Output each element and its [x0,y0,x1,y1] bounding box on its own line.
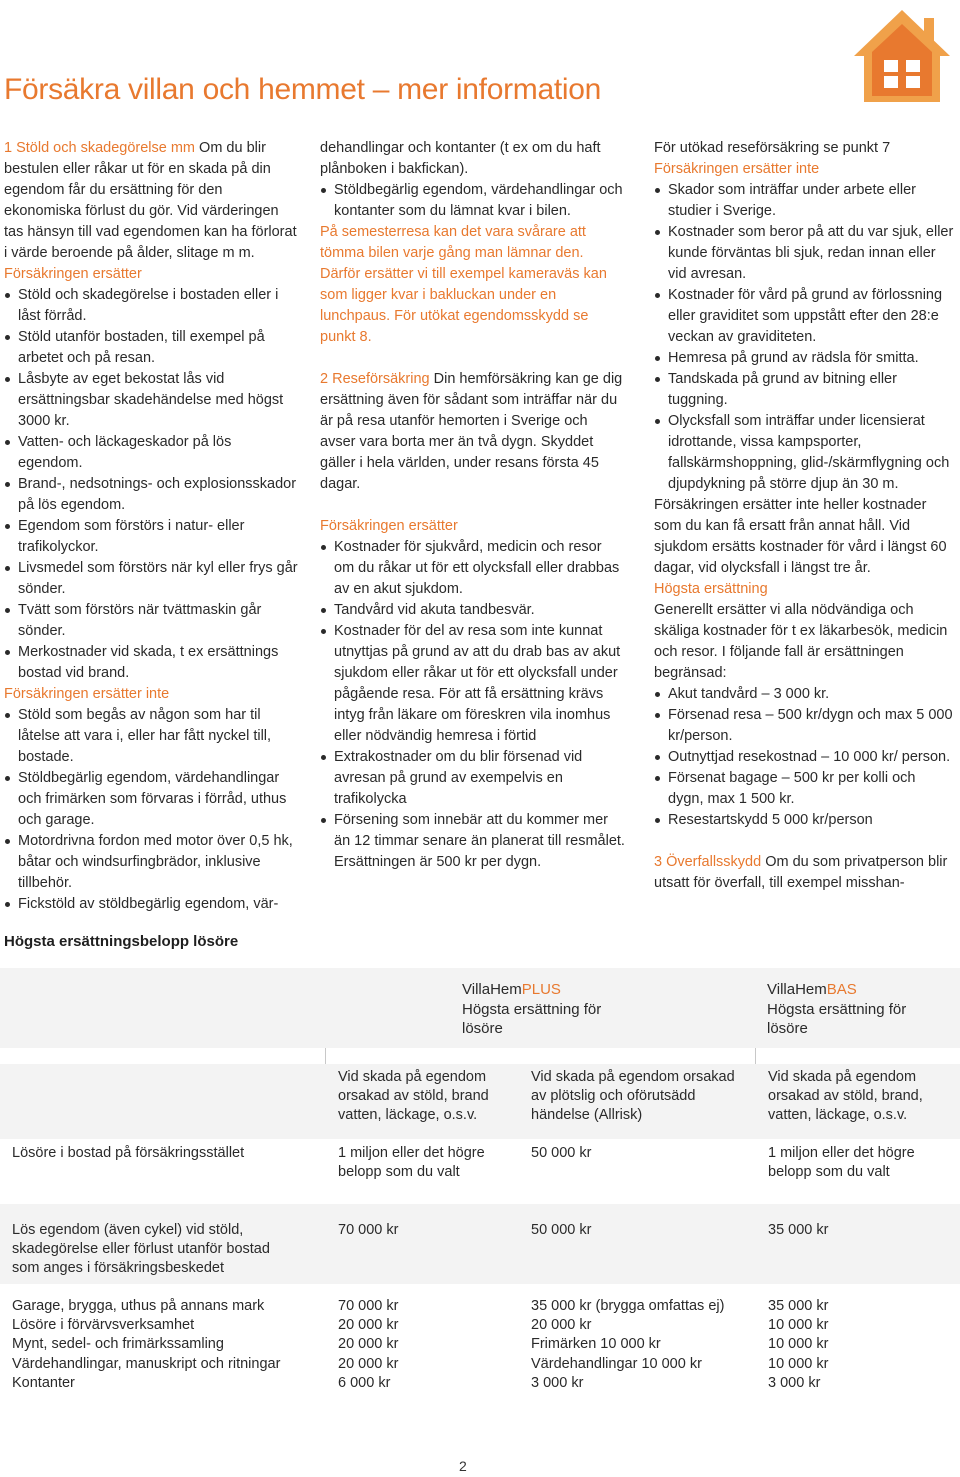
travel-covered-heading: Försäkringen ersätter [320,518,458,534]
house-icon [850,4,955,104]
theft-text: Om du blir bestulen eller råkar ut för en skada på din egendom får du ersättning för den ekonomiska förlust du gör. Vid värderingen tas hänsyn till vad egendomen kan ha förlorat i värde beroende på ålder, slitage m m. [4,140,297,261]
villahem-bas-header [767,980,947,1039]
row3-labels [12,1297,322,1393]
row3-value: Värdehandlingar 10 000 kr [531,1355,702,1372]
list-item: Skador som inträffar under arbete eller studier i Sverige. [654,180,954,222]
list-item: Livsmedel som förstörs när kyl eller frys går sönder. [4,558,299,600]
theft-continuation: dehandlingar och kontanter (t ex om du haft plånboken i bakfickan). [320,140,601,177]
list-item: Fickstöld av stöldbegärlig egendom, vär- [4,894,299,915]
table-heading: Högsta ersättningsbelopp lösöre [4,933,239,950]
theft-lead: 1 Stöld och skadegörelse mm [4,140,196,156]
row3-label: Mynt, sedel- och frimärkssamling [12,1336,224,1353]
list-item: Vatten- och läckageskador på lös egendom. [4,432,299,474]
list-item: Stöld och skadegörelse i bostaden eller i låst förråd. [4,285,299,327]
travel-covered-list [320,537,625,873]
row3-value: 10 000 kr [768,1355,829,1372]
list-item: Resestartskydd 5 000 kr/person [654,810,954,831]
row2-bas: 35 000 kr [768,1222,829,1238]
row1-plus-theft: 1 miljon eller det högre belopp som du valt [338,1145,485,1181]
row3-value: 10 000 kr [768,1317,829,1334]
list-item: Stöldbegärlig egendom, värdehandlingar och frimärken som förvaras i förråd, uthus och garage. [4,768,299,831]
list-item: Försenat bagage – 500 kr per kolli och dygn, max 1 500 kr. [654,768,954,810]
list-item: Kostnader som beror på att du var sjuk, eller kunde förväntas bli sjuk, redan innan eller vid avresan. [654,222,954,285]
column-divider [325,1048,326,1064]
list-item: Låsbyte av eget bekostat lås vid ersättningsbar skadehändelse med högst 3000 kr. [4,369,299,432]
list-item: Motordrivna fordon med motor över 0,5 hk, båtar och windsurfingbrädor, inklusive tillbehör. [4,831,299,894]
row2-plus-theft: 70 000 kr [338,1222,399,1238]
list-item: Stöld utanför bostaden, till exempel på arbetet och på resan. [4,327,299,369]
subheader-plus-allrisk: Vid skada på egendom orsakad av plötslig och oförutsädd händelse (Allrisk) [531,1069,735,1124]
list-item: Försenad resa – 500 kr/dygn och max 5 000 kr/person. [654,705,954,747]
villahem-plus-brand: VillaHemPLUS [462,981,561,998]
list-item: Kostnader för del av resa som inte kunnat utnyttjas på grund av att du drab bas av akut sjukdom eller råkar ut för ett olycksfall under pågående resa. För att få ersättning krävs intyg från läkare om föreskren vila inomhus eller nödvändig hemresa i förtid [320,621,625,747]
theft-intro [4,138,299,264]
travel-lead: 2 Reseförsäkring [320,371,430,387]
row3-value: 20 000 kr [338,1317,399,1334]
list-item: Hemresa på grund av rädsla för smitta. [654,348,954,369]
row3-value: 10 000 kr [768,1336,829,1353]
limits-list [654,684,954,831]
list-item: Egendom som förstörs i natur- eller trafikolyckor. [4,516,299,558]
list-item: Merkostnader vid skada, t ex ersättnings bostad vid brand. [4,642,299,684]
row3-value: 20 000 kr [338,1336,399,1353]
theft-covered-list [4,285,299,684]
row1-bas: 1 miljon eller det högre belopp som du valt [768,1145,915,1181]
column-theft [4,138,299,915]
list-item: Tandvård vid akuta tandbesvär. [320,600,625,621]
list-item: Försening som innebär att du kommer mer än 12 timmar senare än planerat till resmålet. Ersättningen är 500 kr per dygn. [320,810,625,873]
list-item: Tandskada på grund av bitning eller tuggning. [654,369,954,411]
travel-extra: Försäkringen ersätter inte heller kostnader som du kan få ersatt från annat håll. Vid sjukdom ersätts kostnader för vård i längst 60 dagar, vid olycksfall i längst tre år. [654,497,947,576]
car-note: På semesterresa kan det vara svårare att tömma bilen varje gång man lämnar den. Därför ersätter vi till exempel kameraväs kan som ligger kvar i bakluckan under en lunchpaus. För utökat egendomsskydd se punkt 8. [320,224,607,345]
row3-plus-theft [338,1297,513,1393]
travel-text: Din hemförsäkring kan ge dig ersättning även för sådant som inträffar när du är på resa utanför hemorten i Sverige och avser vara borta mer än två dygn. Skyddet gäller i hela världen, under resans första 45 dagar. [320,371,623,492]
theft-not-covered-heading: Försäkringen ersätter inte [4,686,170,702]
row3-label: Lösöre i förvärvsverksamhet [12,1317,195,1334]
assault-intro [654,852,954,894]
column-travel [320,138,625,873]
row2-plus-allrisk: 50 000 kr [531,1222,592,1238]
list-item: Olycksfall som inträffar under licensierat idrottande, vissa kampsporter, fallskärmshoppning, glid-/skärmflygning och djupdykning på större djup än 30 m. [654,411,954,495]
row3-plus-allrisk [531,1297,756,1393]
villahem-plus-subtitle: Högsta ersättning för lösöre [462,1000,602,1037]
row3-value: Frimärken 10 000 kr [531,1336,661,1353]
row3-label: Garage, brygga, uthus på annans mark [12,1298,265,1314]
list-item: Brand-, nedsotnings- och explosionsskador på lös egendom. [4,474,299,516]
row3-value: 70 000 kr [338,1298,399,1314]
column-travel-limits [654,138,954,894]
max-compensation-heading: Högsta ersättning [654,581,768,597]
list-item: Extrakostnader om du blir försenad vid avresan på grund av exempelvis en trafikolycka [320,747,625,810]
continuation-list [320,180,625,222]
travel-extended-note: För utökad reseförsäkring se punkt 7 [654,140,891,156]
row3-label: Värdehandlingar, manuskript och ritningar [12,1355,281,1372]
subheader-plus-theft: Vid skada på egendom orsakad av stöld, brand vatten, läckage, o.s.v. [338,1069,489,1124]
row3-value: 20 000 kr [531,1317,592,1334]
page-number: 2 [459,1458,467,1474]
villahem-plus-header [462,980,662,1039]
row3-value: 3 000 kr [768,1374,821,1391]
list-item: Outnyttjad resekostnad – 10 000 kr/ person. [654,747,954,768]
row1-plus-allrisk: 50 000 kr [531,1145,592,1161]
row3-value: 20 000 kr [338,1355,399,1372]
row3-value: 35 000 kr (brygga omfattas ej) [531,1298,725,1314]
row3-value: 6 000 kr [338,1374,391,1391]
row3-value: 35 000 kr [768,1298,829,1314]
list-item: Stöldbegärlig egendom, värdehandlingar och kontanter som du lämnat kvar i bilen. [320,180,625,222]
subheader-bas-theft: Vid skada på egendom orsakad av stöld, brand, vatten, läckage, o.s.v. [768,1069,923,1124]
villahem-bas-subtitle: Högsta ersättning för lösöre [767,1000,907,1037]
travel-not-covered-heading: Försäkringen ersätter inte [654,161,820,177]
row2-label: Lös egendom (även cykel) vid stöld, skadegörelse eller förlust utanför bostad som anges i försäkringsbeskedet [12,1222,270,1277]
list-item: Stöld som begås av någon som har til låtelse att vara i, eller har fått nyckel till, bostade. [4,705,299,768]
row3-label: Kontanter [12,1374,75,1391]
theft-covered-heading: Försäkringen ersätter [4,266,142,282]
list-item: Akut tandvård – 3 000 kr. [654,684,954,705]
list-item: Kostnader för vård på grund av förlossning eller graviditet som uppstått efter den 28:e veckan av graviditeten. [654,285,954,348]
column-divider [755,1048,756,1064]
list-item: Tvätt som förstörs när tvättmaskin går sönder. [4,600,299,642]
list-item: Kostnader för sjukvård, medicin och resor om du råkar ut för ett olycksfall eller drabbas av en akut sjukdom. [320,537,625,600]
assault-text: Om du som privatperson blir utsatt för överfall, till exempel misshan- [654,854,948,891]
max-compensation-text: Generellt ersätter vi alla nödvändiga och skäliga kostnader för t ex läkarbesök, medicin och resor. I följande fall är ersättningen begränsad: [654,602,948,681]
row3-value: 3 000 kr [531,1374,584,1391]
travel-not-covered-list [654,180,954,495]
row3-bas [768,1297,943,1393]
travel-intro [320,369,625,495]
assault-lead: 3 Överfallsskydd [654,854,762,870]
theft-not-covered-list [4,705,299,915]
villahem-bas-brand: VillaHemBAS [767,981,857,998]
row1-label: Lösöre i bostad på försäkringsstället [12,1145,245,1161]
page-title: Försäkra villan och hemmet – mer information [4,73,602,106]
